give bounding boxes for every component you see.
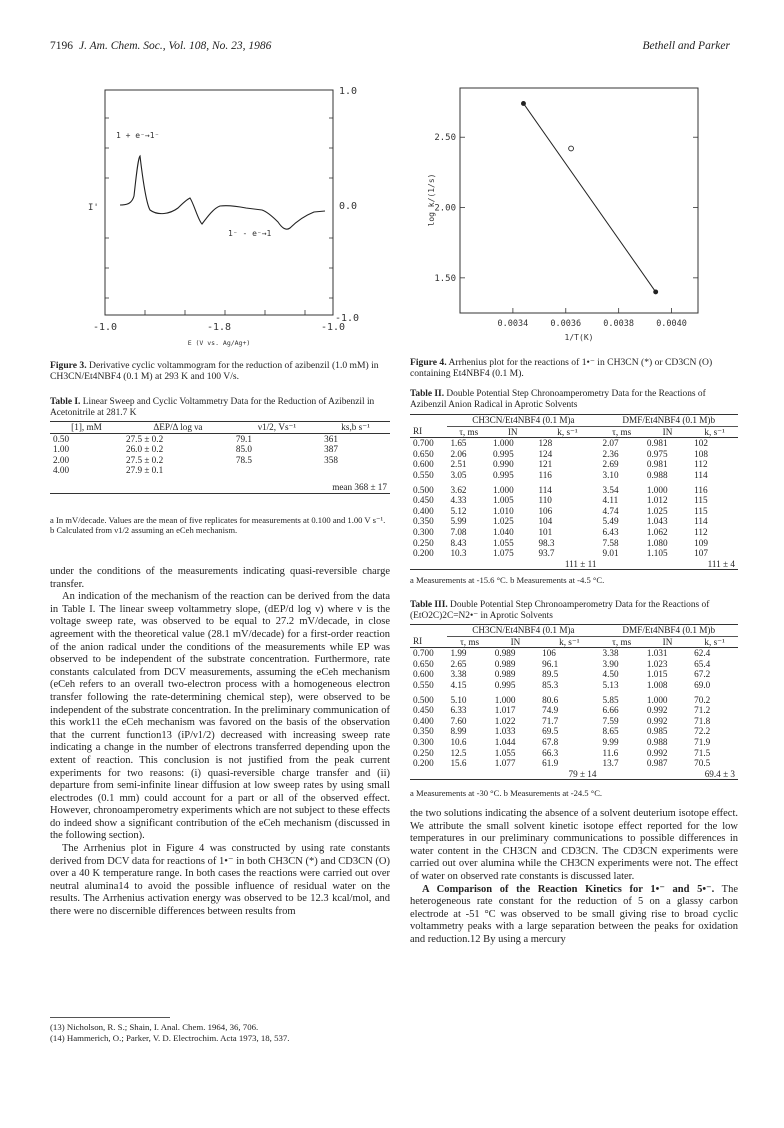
table-3-cell: 0.200 [413, 758, 434, 769]
table-2-cell: 93.7 [538, 548, 555, 559]
table-2-cell: 2.07 [602, 438, 619, 449]
table-3-cell: 1.031 [646, 648, 668, 659]
table-1-label: Table I. [50, 397, 81, 407]
table-3-cell: 7.60 [450, 715, 467, 726]
table-3-cell: 5.85 [602, 694, 619, 705]
table-3-cell: 96.1 [542, 658, 559, 669]
table-3-cell: 1.077 [494, 758, 516, 769]
table-2-group-a: CH3CN/Et4NBF4 (0.1 M)a [447, 415, 599, 427]
table-2-cell: 114 [538, 484, 552, 495]
fig3-x-axis-title: E (V vs. Ag/Ag+) [187, 339, 251, 347]
fig3-x-label-mid: -1.8 [206, 322, 232, 333]
table-2-title [410, 389, 738, 411]
table-3-row [410, 726, 738, 737]
table-2-cell: 2.51 [450, 459, 467, 470]
table-3-cell: 0.300 [413, 736, 434, 747]
body-paragraph: An indication of the mechanism of the reaction can be derived from the data in Table I. The linear sweep voltammetry slope, (dEP/d log ν) where ν is the voltage sweep rate, was observed to be equal to 27.2 mV/decade, in close agreement with the theoretical value (28.1 mV/decade) for a first-order reaction of the anion radical under the conditions of the measurements while EP was observed to be independent of the substrate concentration. Furthermore, rate constants calculated from DCV measurements, assuming the eCeh mechanism (eCeh refers to an overall two-electron process with a homogeneous electron transfer following the rate-determining chemical step), were observed to be independent of the substrate concentration. In the preliminary communication of this work11 the eCeh mechanism was favored on the basis of the observation that the current function13 (iP/ν1/2) decreased with increasing sweep rate indicating a change in the number of electrons transferred depending upon the extent of reaction. This conclusion is not justified from the peak current experiments for two reasons: (i) quasi-reversible charge transfer and (ii) departure from semi-infinite linear diffusion at low sweep rates by using small electrodes (0.1 mm) could account for a part or all of the observed effect. However, chronoamperometry experiments which are not subject to these effects do indeed show a significant contribution of the eCeh mechanism (discussed in the following section). [50, 591, 390, 842]
table-3-cell: 8.99 [450, 726, 467, 737]
table-3-cell: 72.2 [694, 726, 711, 737]
fig4-y-tick-label: 2.00 [434, 203, 456, 214]
table-3-cell: 0.500 [413, 694, 434, 705]
table-3-cell: 71.5 [694, 747, 711, 758]
table-3-cell: 74.9 [542, 705, 559, 716]
table-3-cell: 3.38 [450, 669, 467, 680]
table-1-cell: 27.5 ± 0.2 [125, 433, 164, 444]
figure-3-voltammogram [50, 78, 390, 358]
table-3-cell: 1.99 [450, 648, 467, 659]
table-3-cell: 67.2 [694, 669, 711, 680]
table-2-cell: 2.36 [602, 448, 619, 459]
table-3-row [410, 691, 738, 706]
table-2-cell: 114 [694, 469, 708, 480]
table-3-header: RI [413, 636, 423, 647]
table-2-cell: 116 [538, 469, 552, 480]
table-2-cell: 0.550 [413, 469, 434, 480]
table-2-cell: 108 [694, 448, 708, 459]
fig3-x-label-right: -1.0 [320, 322, 346, 333]
table-1-title-text: Linear Sweep and Cyclic Voltammetry Data for the Reduction of Azibenzil in Acetonitrile at 281.7 K [50, 397, 375, 418]
table-3-group-a: CH3CN/Et4NBF4 (0.1 M)a [447, 625, 599, 637]
fig4-y-tick-label: 1.50 [434, 273, 456, 284]
table-1-cell [233, 465, 321, 476]
figure-4-caption [410, 357, 738, 380]
table-3-header: IN [662, 636, 673, 647]
table-3-row [410, 716, 738, 727]
table-1-cell: 1.00 [53, 444, 70, 455]
table-2-row [410, 538, 738, 549]
table-1-header: ΔEP/Δ log νa [153, 422, 203, 432]
table-3-cell: 1.022 [494, 715, 516, 726]
fig3-annotation-lower: 1⁻ - e⁻→1 [228, 229, 272, 238]
table-2-cell: 1.000 [493, 438, 514, 449]
table-2-cell: 0.990 [493, 459, 514, 470]
table-3-header: k, s⁻¹ [704, 636, 725, 647]
table-3-cell: 0.550 [413, 679, 434, 690]
table-3-title-text: Double Potential Step Chronoamperometry Data for the Reactions of (EtO2C)2C=N2•⁻ in Aprotic Solvents [410, 600, 710, 621]
table-3-cell: 0.600 [413, 669, 434, 680]
table-3-cell: 0.987 [646, 758, 668, 769]
table-3-cell: 1.055 [494, 747, 516, 758]
table-2-cell: 4.33 [450, 495, 467, 506]
table-2-cell: 1.012 [646, 495, 668, 506]
running-header-left [50, 40, 271, 52]
table-3-row [410, 737, 738, 748]
table-3-cell: 0.985 [646, 726, 668, 737]
table-1-header-row [50, 422, 390, 434]
table-3-cell: 106 [542, 648, 556, 659]
table-2-cell: 0.250 [413, 537, 434, 548]
table-2-cell: 5.49 [602, 516, 619, 527]
table-3-mean-row [410, 769, 738, 780]
table-2-cell: 124 [538, 448, 553, 459]
table-3-cell: 15.6 [450, 758, 467, 769]
fig4-data-point [569, 146, 574, 151]
table-3-cell: 62.4 [694, 648, 711, 659]
table-2-cell: 1.055 [493, 537, 514, 548]
table-1-header: ks,b s⁻¹ [341, 422, 370, 432]
fig4-x-tick-label: 0.0034 [497, 319, 529, 329]
table-3-cell: 0.992 [646, 715, 668, 726]
table-2-cell: 121 [538, 459, 553, 470]
table-2-header: τ, ms [612, 426, 632, 437]
table-3-cell: 9.99 [602, 736, 619, 747]
table-2-cell: 1.000 [646, 484, 668, 495]
table-2-cell: 1.040 [493, 526, 514, 537]
fig4-y-tick-label: 2.50 [434, 133, 456, 144]
table-2-cell: 0.700 [413, 438, 434, 449]
table-1-mean: mean 368 ± 17 [332, 481, 387, 492]
table-3-cell: 69.5 [542, 726, 559, 737]
fig3-caption-text: Derivative cyclic voltammogram for the reduction of azibenzil (1.0 mM) in CH3CN/Et4NBF4 (0.1 M) at 293 K and 100 V/s. [50, 360, 379, 383]
table-3-cell: 0.350 [413, 726, 434, 737]
table-2-cell: 6.43 [602, 526, 619, 537]
table-3-cell: 0.992 [646, 705, 668, 716]
table-3-cell: 1.033 [494, 726, 516, 737]
table-2-cell: 0.650 [413, 448, 434, 459]
table-3-row [410, 748, 738, 759]
table-3-cell: 1.000 [646, 694, 668, 705]
table-3-cell: 4.50 [602, 669, 619, 680]
table-2-cell: 0.981 [646, 438, 668, 449]
table-2-header: RI [413, 426, 423, 437]
table-2-cell: 0.200 [413, 548, 434, 559]
fig4-y-axis-title: log k/(1/s) [427, 173, 436, 227]
table-2-row [410, 548, 738, 559]
table-3-mean-a: 79 ± 14 [568, 768, 597, 779]
table-3-group-b: DMF/Et4NBF4 (0.1 M)b [599, 625, 738, 637]
table-3-header: k, s⁻¹ [559, 636, 580, 647]
table-3-cell: 0.250 [413, 747, 434, 758]
fig4-x-tick-label: 0.0036 [550, 319, 582, 329]
table-3-cell: 1.000 [494, 694, 516, 705]
table-3-cell: 13.7 [602, 758, 619, 769]
table-2-cell: 0.981 [646, 459, 668, 470]
table-2 [410, 414, 738, 570]
table-2-cell: 0.995 [493, 448, 514, 459]
fig4-x-tick-label: 0.0038 [603, 319, 635, 329]
section-text: The heterogeneous rate constant for the reduction of 5 on a glassy carbon electrode at -51 °C was observed to be small giving rise to broad cyclic voltammetry peaks with a large separation between the peaks for oxidation and reduction.12 By using a mercury [410, 883, 738, 945]
table-3-cell: 0.650 [413, 658, 434, 669]
table-3-cell: 0.995 [494, 679, 516, 690]
table-2-cell: 102 [694, 438, 708, 449]
table-3-cell: 3.38 [602, 648, 619, 659]
table-2-label: Table II. [410, 389, 445, 399]
section-heading: A Comparison of the Reaction Kinetics for 1•⁻ and 5•⁻. [422, 883, 715, 895]
table-3-title [410, 600, 738, 622]
table-1-cell: 4.00 [53, 465, 70, 476]
journal-citation: J. Am. Chem. Soc., Vol. 108, No. 23, 1986 [79, 40, 272, 52]
table-3-row [410, 680, 738, 691]
table-3-cell: 1.023 [646, 658, 668, 669]
table-3-row [410, 648, 738, 659]
table-3-cell: 0.989 [494, 669, 516, 680]
table-3 [410, 624, 738, 780]
table-1-cell: 0.50 [53, 433, 70, 444]
section-paragraph [410, 884, 738, 947]
table-3-header: τ, ms [612, 636, 632, 647]
table-2-row [410, 438, 738, 449]
table-2-cell: 109 [694, 537, 708, 548]
body-paragraph: under the conditions of the measurements indicating quasi-reversible charge transfer. [50, 566, 390, 590]
table-2-cell: 110 [538, 495, 552, 506]
table-3-cell: 0.989 [494, 648, 516, 659]
table-1 [50, 421, 390, 494]
table-3-cell: 0.992 [646, 747, 668, 758]
fig4-x-axis-title: 1/T(K) [564, 333, 594, 342]
table-2-cell: 4.11 [602, 495, 619, 506]
table-3-cell: 71.2 [694, 705, 711, 716]
table-1-cell: 27.9 ± 0.1 [125, 465, 164, 476]
table-3-cell: 66.3 [542, 747, 559, 758]
table-3-cell: 71.9 [694, 736, 711, 747]
table-3-cell: 70.2 [694, 694, 711, 705]
table-3-cell: 71.7 [542, 715, 559, 726]
table-2-header: τ, ms [459, 426, 479, 437]
table-2-cell: 106 [538, 505, 553, 516]
table-2-cell: 107 [694, 548, 708, 559]
reference-13: (13) Nicholson, R. S.; Shain, I. Anal. Chem. 1964, 36, 706. [50, 1022, 259, 1032]
table-3-cell: 2.65 [450, 658, 467, 669]
table-3-cell: 4.15 [450, 679, 467, 690]
table-3-cell: 6.33 [450, 705, 467, 716]
table-2-row [410, 527, 738, 538]
body-paragraph: The Arrhenius plot in Figure 4 was constructed by using rate constants derived from DCV data for reactions of 1•⁻ in both CH3CN (*) and CD3CN (O) over a 40 K temperature range. In both cases the reactions were carried out over neutral alumina14 to avoid the possible influence of residual water on the results. The Arrhenius activation energy was observed to be 12.3 kcal/mol, and there were no discernible differences between results from [50, 843, 390, 918]
table-3-header: τ, ms [460, 636, 480, 647]
table-2-row [410, 459, 738, 470]
table-1-cell: 358 [324, 454, 338, 465]
table-2-title-text: Double Potential Step Chronoamperometry Data for the Reactions of Azibenzil Anion Radical in Aprotic Solvents [410, 389, 706, 410]
table-3-cell: 1.015 [646, 669, 668, 680]
table-1-cell: 361 [324, 433, 338, 444]
references [50, 1022, 390, 1044]
table-2-cell: 5.99 [450, 516, 467, 527]
table-2-cell: 112 [694, 526, 708, 537]
table-2-cell: 7.58 [602, 537, 619, 548]
table-1-cell: 26.0 ± 0.2 [125, 444, 164, 455]
table-2-cell: 0.300 [413, 526, 434, 537]
table-2-group-row [410, 415, 738, 427]
table-2-cell: 1.043 [646, 516, 668, 527]
table-3-header: IN [510, 636, 521, 647]
fig3-voltammogram-trace [120, 156, 325, 229]
fig4-x-tick-label: 0.0040 [656, 319, 687, 329]
table-3-cell: 1.044 [494, 736, 516, 747]
table-3-cell: 0.700 [413, 648, 434, 659]
fig4-data-point [654, 290, 658, 294]
table-2-footnote: a Measurements at -15.6 °C. b Measurements at -4.5 °C. [410, 575, 605, 585]
table-3-cell: 10.6 [450, 736, 467, 747]
table-2-cell: 1.062 [646, 526, 668, 537]
table-3-group-row [410, 625, 738, 637]
table-2-cell: 7.08 [450, 526, 467, 537]
table-3-cell: 70.5 [694, 758, 711, 769]
table-3-cell: 85.3 [542, 679, 559, 690]
page-number: 7196 [50, 40, 73, 52]
table-1-title [50, 397, 390, 419]
table-2-header: IN [507, 426, 518, 437]
table-2-cell: 128 [538, 438, 553, 449]
table-1-cell [321, 465, 390, 476]
table-3-row [410, 669, 738, 680]
table-2-cell: 1.105 [646, 548, 668, 559]
fig4-fit-line [523, 103, 655, 291]
table-2-mean-a: 111 ± 11 [564, 558, 597, 569]
reference-14: (14) Hammerich, O.; Parker, V. D. Electrochim. Acta 1973, 18, 537. [50, 1032, 290, 1043]
table-2-group-b: DMF/Et4NBF4 (0.1 M)b [600, 415, 739, 427]
table-2-cell: 5.12 [450, 505, 467, 516]
table-3-cell: 6.66 [602, 705, 619, 716]
table-2-row [410, 470, 738, 481]
table-2-cell: 114 [694, 516, 708, 527]
table-2-cell: 1.65 [450, 438, 467, 449]
table-1-cell: 27.5 ± 0.2 [125, 454, 164, 465]
table-2-cell: 2.69 [602, 459, 619, 470]
table-2-cell: 104 [538, 516, 553, 527]
figure-3-caption [50, 360, 390, 383]
table-3-cell: 0.450 [413, 705, 434, 716]
table-3-label: Table III. [410, 600, 448, 610]
table-2-cell: 1.005 [493, 495, 514, 506]
body-text-right [410, 808, 738, 947]
table-3-cell: 69.0 [694, 679, 711, 690]
table-2-cell: 3.05 [450, 469, 467, 480]
table-3-cell: 67.8 [542, 736, 559, 747]
table-1-mean-row [50, 476, 390, 493]
table-2-cell: 1.025 [493, 516, 514, 527]
table-3-cell: 11.6 [602, 747, 619, 758]
table-3-cell: 5.13 [602, 679, 619, 690]
fig4-caption-text: Arrhenius plot for the reactions of 1•⁻ in CH3CN (*) or CD3CN (O) containing Et4NBF4 (0.1 M). [410, 357, 713, 380]
table-3-footnote: a Measurements at -30 °C. b Measurements at -24.5 °C. [410, 788, 603, 798]
table-1-row [50, 444, 390, 455]
fig3-caption-label: Figure 3. [50, 360, 87, 371]
body-paragraph: the two solutions indicating the absence of a solvent deuterium isotope effect. We attribute the small solvent kinetic isotope effect reported for the low temperatures in our preliminary communications to possible differences in water content in the CH3CN and CD3CN. The CD3CN experiments were carried out over alumina while the CH3CN experiments were not. The effect of water on observed rate constants is discussed later. [410, 808, 738, 882]
table-3-cell: 7.59 [602, 715, 619, 726]
references-rule [50, 1017, 170, 1018]
table-1-row [50, 433, 390, 444]
table-3-cell: 71.8 [694, 715, 711, 726]
table-2-cell: 0.600 [413, 459, 434, 470]
table-1-cell: 85.0 [235, 444, 252, 455]
table-1-cell: 78.5 [235, 454, 252, 465]
table-3-row [410, 758, 738, 769]
table-2-cell: 8.43 [450, 537, 467, 548]
table-3-cell: 0.988 [646, 736, 668, 747]
table-2-cell: 1.080 [646, 537, 668, 548]
table-2-cell: 3.54 [602, 484, 619, 495]
table-1-cell: 79.1 [235, 433, 252, 444]
table-2-row [410, 449, 738, 460]
table-2-cell: 101 [538, 526, 553, 537]
table-1-header: ν1/2, Vs⁻¹ [257, 422, 297, 432]
table-3-cell: 61.9 [542, 758, 559, 769]
table-2-cell: 1.075 [493, 548, 514, 559]
table-2-row [410, 506, 738, 517]
fig4-data-point [521, 101, 525, 105]
table-1-row [50, 455, 390, 466]
table-3-cell: 0.989 [494, 658, 516, 669]
table-2-cell: 0.995 [493, 469, 514, 480]
table-3-cell: 89.5 [542, 669, 559, 680]
table-2-cell: 0.350 [413, 516, 434, 527]
table-2-cell: 116 [694, 484, 708, 495]
table-2-cell: 0.500 [413, 484, 434, 495]
table-1-cell: 2.00 [53, 454, 70, 465]
table-1-header: [1], mM [71, 422, 102, 432]
table-2-cell: 3.10 [602, 469, 619, 480]
table-2-cell: 115 [694, 505, 708, 516]
table-3-cell: 8.65 [602, 726, 619, 737]
table-2-cell: 0.450 [413, 495, 434, 506]
table-2-cell: 2.06 [450, 448, 467, 459]
table-3-cell: 1.008 [646, 679, 668, 690]
table-2-cell: 115 [694, 495, 708, 506]
table-2-cell: 0.975 [646, 448, 668, 459]
table-2-header-row [410, 426, 738, 438]
fig4-caption-label: Figure 4. [410, 357, 447, 368]
table-2-row [410, 495, 738, 506]
table-2-cell: 10.3 [450, 548, 467, 559]
body-text-left [50, 566, 390, 919]
table-2-cell: 0.988 [646, 469, 668, 480]
table-3-row [410, 705, 738, 716]
table-2-mean-b: 111 ± 4 [707, 558, 735, 569]
running-header-authors: Bethell and Parker [642, 40, 730, 52]
table-2-header: IN [662, 426, 673, 437]
table-3-header-row [410, 636, 738, 648]
fig4-frame [460, 88, 698, 313]
fig3-annotation-upper: 1 + e⁻→1⁻ [116, 131, 160, 140]
table-3-cell: 3.90 [602, 658, 619, 669]
figure-4-arrhenius-plot [398, 78, 738, 353]
table-1-footnote: a In mV/decade. Values are the mean of five replicates for measurements at 0.100 and 1.00 V s⁻¹. b Calculated from ν1/2 assuming an eCeh mechanism. [50, 515, 386, 535]
table-1-cell: 387 [324, 444, 338, 455]
table-2-cell: 4.74 [602, 505, 619, 516]
table-3-cell: 0.400 [413, 715, 434, 726]
table-3-cell: 65.4 [694, 658, 711, 669]
table-2-cell: 112 [694, 459, 708, 470]
table-2-cell: 3.62 [450, 484, 467, 495]
table-3-row [410, 659, 738, 670]
table-2-header: k, s⁻¹ [557, 426, 578, 437]
table-3-cell: 1.017 [494, 705, 516, 716]
table-3-cell: 12.5 [450, 747, 467, 758]
table-1-row [50, 465, 390, 476]
fig3-y-label-mid: 0.0 [339, 201, 358, 212]
table-2-cell: 0.400 [413, 505, 434, 516]
table-3-cell: 80.6 [542, 694, 559, 705]
table-2-row [410, 516, 738, 527]
table-2-row [410, 481, 738, 496]
fig3-x-label-left: -1.0 [92, 322, 118, 333]
table-2-cell: 9.01 [602, 548, 619, 559]
table-2-mean-row [410, 559, 738, 570]
fig3-frame [105, 90, 333, 315]
table-3-mean-b: 69.4 ± 3 [704, 768, 735, 779]
fig3-y-left-label: I' [88, 203, 99, 213]
fig3-y-label-bottom: -1.0 [335, 313, 360, 324]
table-2-cell: 1.000 [493, 484, 514, 495]
table-3-cell: 5.10 [450, 694, 467, 705]
table-2-cell: 1.025 [646, 505, 668, 516]
table-2-header: k, s⁻¹ [704, 426, 725, 437]
fig3-y-label-top: 1.0 [339, 86, 358, 97]
table-2-cell: 98.3 [538, 537, 555, 548]
table-2-cell: 1.010 [493, 505, 514, 516]
